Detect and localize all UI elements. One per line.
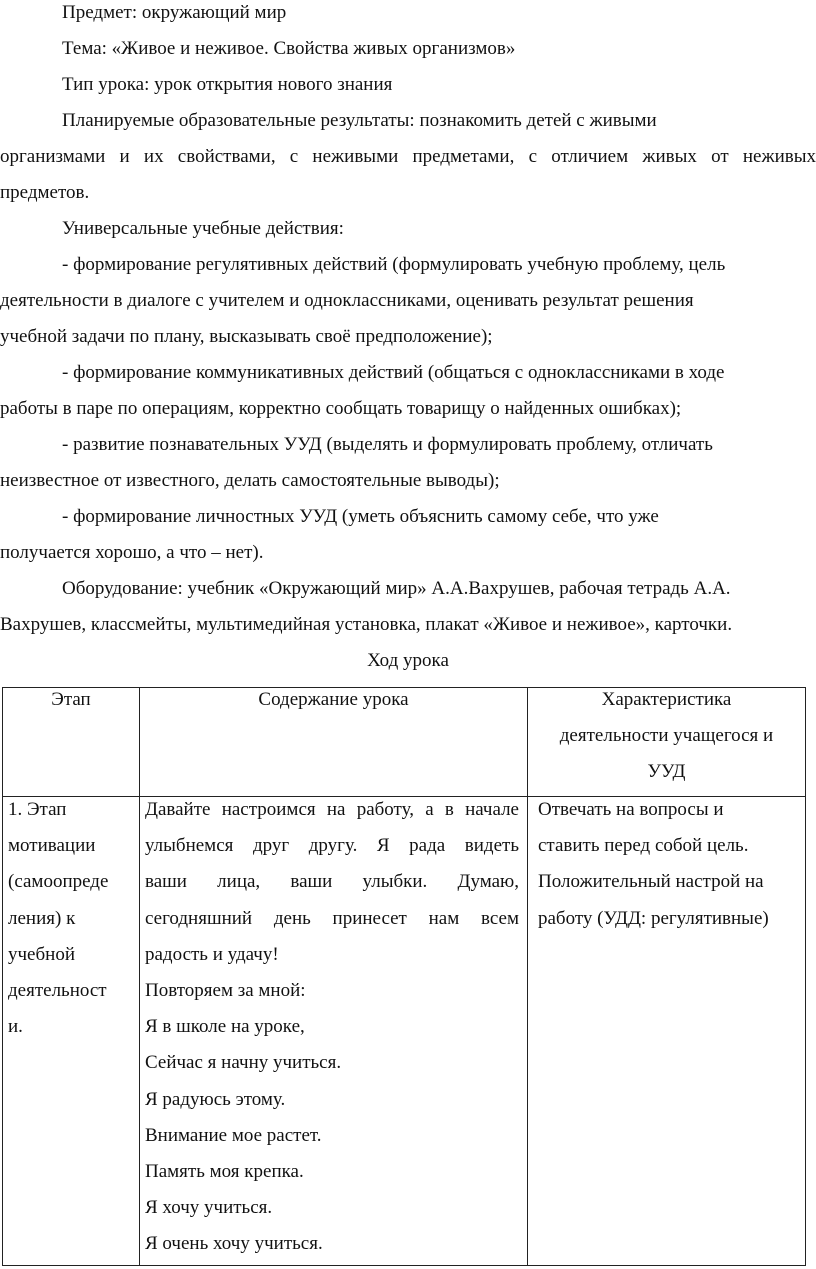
header-content: Содержание урока — [258, 689, 409, 710]
lesson-flow-title: Ход урока — [367, 650, 449, 671]
column-divider — [139, 688, 140, 1265]
equipment-line-2: Вахрушев, классмейты, мультимедийная установка, плакат «Живое и неживое», карточки. — [0, 614, 733, 635]
uud-regulative-line-1: - формирование регулятивных действий (формулировать учебную проблему, цель — [62, 254, 726, 275]
results-line-2: организмами и их свойствами, с неживыми предметами, с отличием живых от неживых — [0, 146, 816, 167]
uud-personal-line-2: получается хорошо, а что – нет). — [0, 542, 264, 563]
uud-communicative-line-1: - формирование коммуникативных действий (общаться с одноклассниками в ходе — [62, 362, 725, 383]
equipment-line-1: Оборудование: учебник «Окружающий мир» А.А.Вахрушев, рабочая тетрадь А.А. — [62, 578, 731, 599]
topic-line: Тема: «Живое и неживое. Свойства живых организмов» — [62, 38, 516, 59]
uud-personal-line-1: - формирование личностных УУД (уметь объяснить самому себе, что уже — [62, 506, 659, 527]
subject-line: Предмет: окружающий мир — [62, 2, 287, 23]
lesson-type-line: Тип урока: урок открытия нового знания — [62, 74, 393, 95]
results-line-1: Планируемые образовательные результаты: познакомить детей с живыми — [62, 110, 657, 131]
uud-regulative-line-2: деятельности в диалоге с учителем и одноклассниками, оценивать результат решения — [0, 290, 694, 311]
uud-communicative-line-2: работы в паре по операциям, корректно сообщать товарищу о найденных ошибках); — [0, 398, 682, 419]
row1-activity: Отвечать на вопросы и ставить перед собой цель. Положительный настрой на работу (УДД: регулятивные) — [538, 799, 769, 929]
uud-cognitive-line-1: - развитие познавательных УУД (выделять и формулировать проблему, отличать — [62, 434, 713, 455]
lesson-table — [2, 687, 806, 1266]
row1-stage: 1. Этап мотивации (самоопреде ления) к учебной деятельност и. — [8, 799, 109, 1038]
uud-cognitive-line-2: неизвестное от известного, делать самостоятельные выводы); — [0, 470, 500, 491]
header-stage: Этап — [51, 689, 91, 710]
row1-content: Давайте настроимся на работу, а в начале улыбнемся друг другу. Я рада видеть ваши лица, ваши улыбки. Думаю, сегодняшний день принесет нам всем радость и удачу! Повторяем за мной: Я в школе на уроке, Сейчас я начну учиться. Я радуюсь этому. Внимание мое растет. Память моя крепка. Я хочу учиться. Я очень хочу учиться. — [145, 799, 519, 1255]
uud-title: Универсальные учебные действия: — [62, 218, 344, 239]
uud-regulative-line-3: учебной задачи по плану, высказывать своё предположение); — [0, 326, 493, 347]
header-activity: Характеристика деятельности учащегося и УУД — [559, 689, 774, 783]
results-line-3: предметов. — [0, 182, 90, 203]
